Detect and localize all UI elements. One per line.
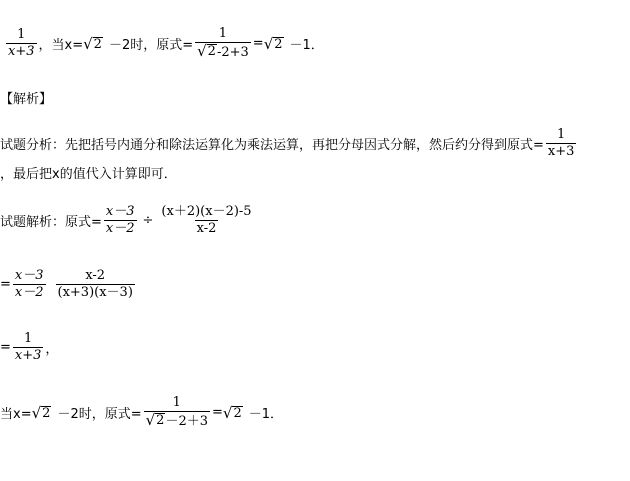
step-line: = $\frac{x-3}{x-2}$ $\frac{x-2}{(x+3)(x-3)}$	[0, 268, 133, 300]
fraction: $\frac{x-3}{x-2}$	[105, 204, 135, 236]
fraction: $\frac{1}{x+3}$	[14, 331, 42, 363]
final-line: 当x= √ 2 －2时，原式= 1 √ 2 －2＋3 = √ 2 －1．	[0, 395, 284, 429]
section-heading: 【解析】	[0, 92, 53, 107]
analysis-line-2: ，最后把x的值代入计算即可．	[0, 167, 177, 182]
sqrt-two: √ 2	[263, 34, 283, 53]
minus-one-text: －1．	[289, 38, 324, 53]
sqrt-two: √ 2	[83, 34, 102, 53]
sqrt-two: √ 2	[31, 403, 51, 422]
fraction: 1 √ 2 -2+3	[197, 26, 249, 60]
minus-two-text: －2时，原式=	[108, 38, 194, 53]
fraction: $\frac{(x+2)(x-2)-5}{x-2}$	[161, 204, 252, 236]
analysis-line: 试题分析：先把括号内通分和除法运算化为乘法运算，再把分母因式分解，然后约分得到原式= $\frac{1}{x+3}$	[0, 127, 575, 159]
result-line	[4, 26, 324, 61]
step-line: = $\frac{1}{x+3}$ ，	[0, 331, 59, 363]
when-text: ，当x=	[38, 38, 84, 53]
equals: =	[252, 36, 264, 51]
fraction: $\frac{1}{x+3}$	[547, 127, 575, 159]
fraction: $\frac{x-3}{x-2}$	[14, 268, 44, 300]
solution-line: 试题解析：原式= $\frac{x-3}{x-2}$ ÷ $\frac{(x+2)(x-2)-5}{x-2}$	[0, 204, 252, 236]
sqrt-two: √ 2	[222, 403, 242, 422]
fraction: $\frac{x-2}{(x+3)(x-3)}$	[57, 268, 133, 300]
fraction: $\frac{1}{x+3}$	[8, 27, 35, 59]
fraction: 1 √ 2 －2＋3	[145, 395, 208, 429]
divide-sign: ÷	[142, 213, 154, 228]
